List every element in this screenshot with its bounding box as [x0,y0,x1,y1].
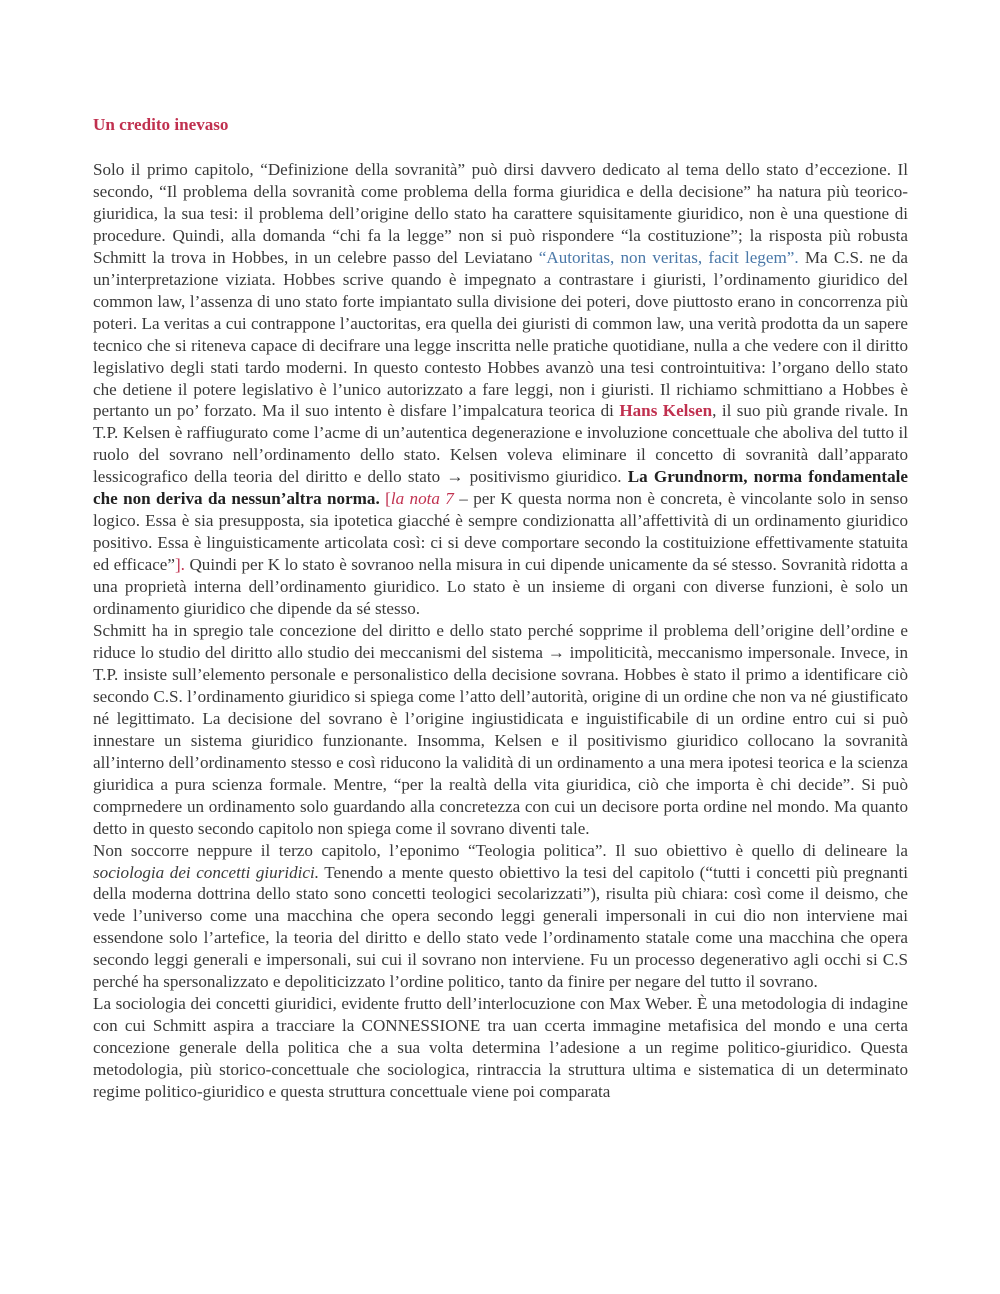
p1-text-c: , il suo più grande rivale. In T.P. Kelsen è raffiugurato come l’acme di un’autentica degenerazione e involuzione concettuale che aboliva del tutto il ruolo del sovrano nell’ordinamento dello stato. Kelsen voleva eliminare il concetto di sovranità dall’apparato lessicografico della teoria del diritto e dello stato → positivismo giuridico. [93,401,908,487]
p1-text-e: Quindi per K lo stato è sovranoo nella misura in cui dipende unicamente da sé stesso. Sovranità ridotta a una proprietà interna dell’ordinamento giuridico. Lo stato è un insieme di organi con diverse funzioni, è solo un ordinamento giuridico che dipende da sé stesso. [93,555,908,619]
note-7-link[interactable]: la nota 7 [390,489,454,509]
p1-text-d: – per K questa norma non è concreta, è vincolante solo in senso logico. Essa è sia presupposta, sia ipotetica giacché è sempre condizionatta all’affettività di un ordinamento giuridico positivo. Essa è linguisticamente articolata così: ci si deve comportare secondo la costituizione effettivamente statuita ed efficace” [93,489,908,575]
note-bracket-close: ]. [174,555,185,575]
section-heading: Un credito inevaso [93,115,229,134]
p3-text-a: Non soccorre neppure il terzo capitolo, l’eponimo “Teologia politica”. Il suo obiettivo è quello di delineare la [93,840,908,860]
paragraph-1 [93,159,908,620]
grundnorm-bold: La Grundnorm, norma fondamentale che non deriva da nessun’altra norma. [93,467,908,509]
p3-text-b: Tenendo a mente questo obiettivo la tesi del capitolo (“tutti i concetti più pregnanti della moderna dottrina dello stato sono concetti teologici secolarizzati”), risulta più chiara: così come il deismo, che vede l’universo come una macchina che opera secondo leggi generali impersonali in cui dio non interviene mai essendone solo l’artefice, la teoria del diritto e dello stato vede l’ordinamento statale come una macchina che opera secondo leggi generali e impersonali, sui cui il sovrano non interviene. Fu un processo degenerativo agli occhi si C.S perché ha spersonalizzato e depoliticizzato l’ordine politico, tanto da finire per negare del tutto il sovrano. [93,862,908,992]
paragraph-2: Schmitt ha in spregio tale concezione del diritto e dello stato perché sopprime il problema dell’origine dell’ordine e riduce lo studio del diritto allo studio dei meccanismi del sistema → impoliticità, meccanismo impersonale. Invece, in T.P. insiste sull’elemento personale e personalistico della decisione sovrana. Hobbes è stato il primo a identificare ciò secondo C.S. l’ordinamento giuridico si spiega come l’atto dell’autorità, origine di un ordine che non va né giustificato né legittimato. La decisione del sovrano è l’origine ingiustidicata e inguistificabile di un ordine entro cui si può innestare un sistema giuridico funzionante. Insomma, Kelsen e il positivismo giuridico collocano la sovranità all’interno dell’ordinamento stesso e così riducono la validità di un ordinamento a una mera ipotesi teorica e la scienza giuridica a pura scienza formale. Mentre, “per la realtà della vita giuridica, ciò che importa è chi decide”. Si può comprnedere un ordinamento solo guardando alla concretezza con cui un decisore porta ordine nel mondo. Ma quanto detto in questo secondo capitolo non spiega come il sovrano diventi tale. [93,621,908,838]
document-body [93,112,908,1103]
p1-text-a: Solo il primo capitolo, “Definizione della sovranità” può dirsi davvero dedicato al tema dello stato d’eccezione. Il secondo, “Il problema della sovranità come problema della forma giuridica e della decisione” ha natura più teorico-giuridica, la sua tesi: il problema dell’origine dello stato ha carattere squisitamente giuridico, non è una questione di procedure. Quindi, alla domanda “chi fa la legge” non si può rispondere “la costituzione”; la risposta più robusta Schmitt la trova in Hobbes, in un celebre passo del Leviatano [93,160,908,267]
kelsen-link[interactable]: Hans Kelsen [619,401,713,421]
note-bracket-open: [ [385,489,391,509]
p3-italic: sociologia dei concetti giuridici. [93,862,320,882]
paragraph-4: La sociologia dei concetti giuridici, evidente frutto dell’interlocuzione con Max Weber. È una metodologia di indagine con cui Schmitt aspira a tracciare la CONNESSIONE tra uan ccerta immagine metafisica del mondo e una certa concezione generale della politica che a sua volta determina l’adesione a un regime politico-giuridico. Questa metodologia, più storico-concettuale che sociologica, rintraccia la struttura ultima e sistematica di un determinato regime politico-giuridico e questa struttura concettuale viene poi comparata [93,994,908,1102]
paragraph-3 [93,840,908,994]
hobbes-quote-link[interactable]: “Autoritas, non veritas, facit legem”. [538,247,799,267]
p1-text-b: Ma C.S. ne da un’interpretazione viziata. Hobbes scrive quando è impegnato a contrastare i giuristi, l’ordinamento giuridico del common law, l’assenza di uno stato forte impiantato sulla divisione dei poteri, dove piuttosto erano in concorrenza più poteri. La veritas a cui contrappone l’auctoritas, era quella dei giuristi di common law, una verità prodotta da un sapere tecnico che si riteneva capace di decifrare una legge inscritta nelle pratiche quotidiane, nulla a che vedere con il diritto legislativo degli stati tardo moderni. In questo contesto Hobbes avanzò una tesi controintuitiva: l’organo dello stato che detiene il potere legislativo è l’unico autorizzato a fare leggi, non i giuristi. Il richiamo schmittiano a Hobbes è pertanto un po’ forzato. Ma il suo intento è disfare l’impalcatura teorica di [93,247,908,421]
